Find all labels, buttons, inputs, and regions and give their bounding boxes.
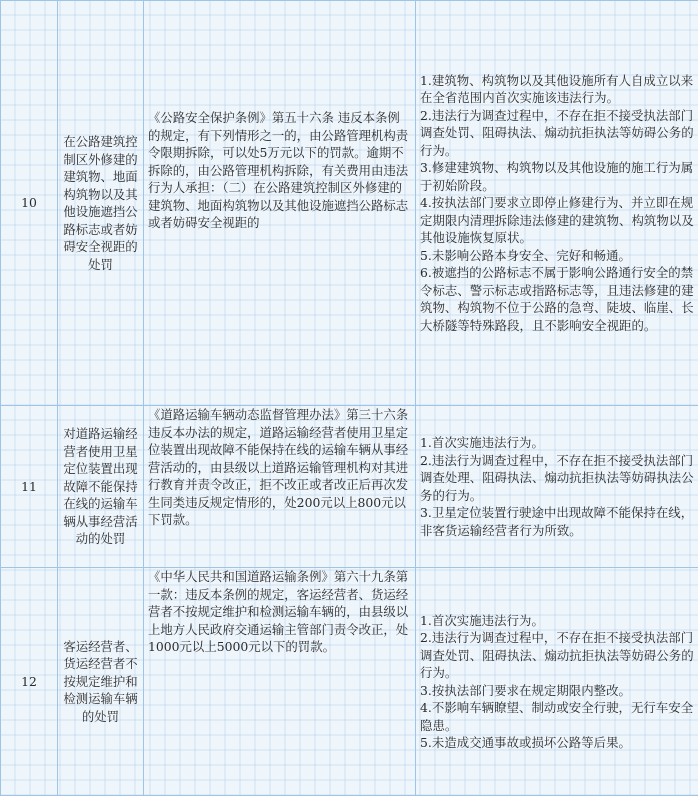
row-number: 12	[1, 568, 58, 796]
condition-item: 5.未造成交通事故或损坏公路等后果。	[420, 734, 694, 752]
condition-item: 4.按执法部门要求立即停止修建行为、并立即在规定期限内清理拆除违法修建的建筑物、构筑物以及其他设施恢复原状。	[420, 194, 694, 247]
condition-item: 3.卫星定位装置行驶途中出现故障不能保持在线，非客货运输经营者行为所致。	[420, 504, 694, 539]
violation-name: 对道路运输经营者使用卫星定位装置出现故障不能保持在线的运输车辆从事经营活动的处罚	[58, 406, 144, 568]
exemption-conditions	[416, 568, 698, 796]
legal-basis-text: 《道路运输车辆动态监督管理办法》第三十六条 违反本办法的规定，道路运输经营者使用卫星定位装置出现故障不能保持在线的运输车辆从事经营活动的，由县级以上道路运输管理机构对其进行教育并责令改正，拒不改正或者改正后再次发生同类违反规定情形的，处200元以上800元以下罚款。	[148, 406, 411, 529]
table-row	[1, 568, 698, 796]
legal-basis-text: 《公路安全保护条例》第五十六条 违反本条例的规定，有下列情形之一的，由公路管理机构责令限期拆除，可以处5万元以下的罚款。逾期不拆除的，由公路管理机构拆除，有关费用由违法行为人承担：（二）在公路建筑控制区外修建的建筑物、地面构筑物以及其他设施遮挡公路标志或者妨碍安全视距的	[148, 109, 411, 232]
condition-item: 2.违法行为调查过程中，不存在拒不接受执法部门调查处罚、阻碍执法、煽动抗拒执法等妨碍公务的行为。	[420, 629, 694, 682]
row-number: 10	[1, 1, 58, 406]
condition-item: 4.不影响车辆瞭望、制动或安全行驶，无行车安全隐患。	[420, 699, 694, 734]
condition-item: 2.违法行为调查过程中，不存在拒不接受执法部门调查处罚、阻碍执法、煽动抗拒执法等妨碍公务的行为。	[420, 107, 694, 160]
table-row	[1, 1, 698, 406]
exemption-conditions	[416, 1, 698, 406]
violation-name: 在公路建筑控制区外修建的建筑物、地面构筑物以及其他设施遮挡公路标志或者妨碍安全视距的处罚	[58, 1, 144, 406]
row-number: 11	[1, 406, 58, 568]
condition-item: 1.首次实施违法行为。	[420, 612, 694, 630]
condition-item: 6.被遮挡的公路标志不属于影响公路通行安全的禁令标志、警示标志或指路标志等，且违法修建的建筑物、构筑物不位于公路的急弯、陡坡、临崖、长大桥隧等特殊路段，且不影响安全视距的。	[420, 264, 694, 334]
condition-item: 3.修建建筑物、构筑物以及其他设施的施工行为属于初始阶段。	[420, 159, 694, 194]
violation-name: 客运经营者、货运经营者不按规定维护和检测运输车辆的处罚	[58, 568, 144, 796]
legal-basis	[144, 406, 416, 568]
legal-basis-text: 《中华人民共和国道路运输条例》第六十九条第一款：违反本条例的规定，客运经营者、货运经营者不按规定维护和检测运输车辆的，由县级以上地方人民政府交通运输主管部门责令改正，处1000元以上5000元以下的罚款。	[148, 568, 411, 656]
condition-item: 3.按执法部门要求在规定期限内整改。	[420, 682, 694, 700]
condition-item: 1.首次实施违法行为。	[420, 434, 694, 452]
exemption-conditions	[416, 406, 698, 568]
condition-item: 2.违法行为调查过程中，不存在拒不接受执法部门调查处理、阻碍执法、煽动抗拒执法等妨碍执法公务的行为。	[420, 452, 694, 505]
legal-basis	[144, 1, 416, 406]
condition-item: 5.未影响公路本身安全、完好和畅通。	[420, 247, 694, 265]
legal-basis	[144, 568, 416, 796]
condition-item: 1.建筑物、构筑物以及其他设施所有人自成立以来在全省范围内首次实施该违法行为。	[420, 72, 694, 107]
table-row	[1, 406, 698, 568]
